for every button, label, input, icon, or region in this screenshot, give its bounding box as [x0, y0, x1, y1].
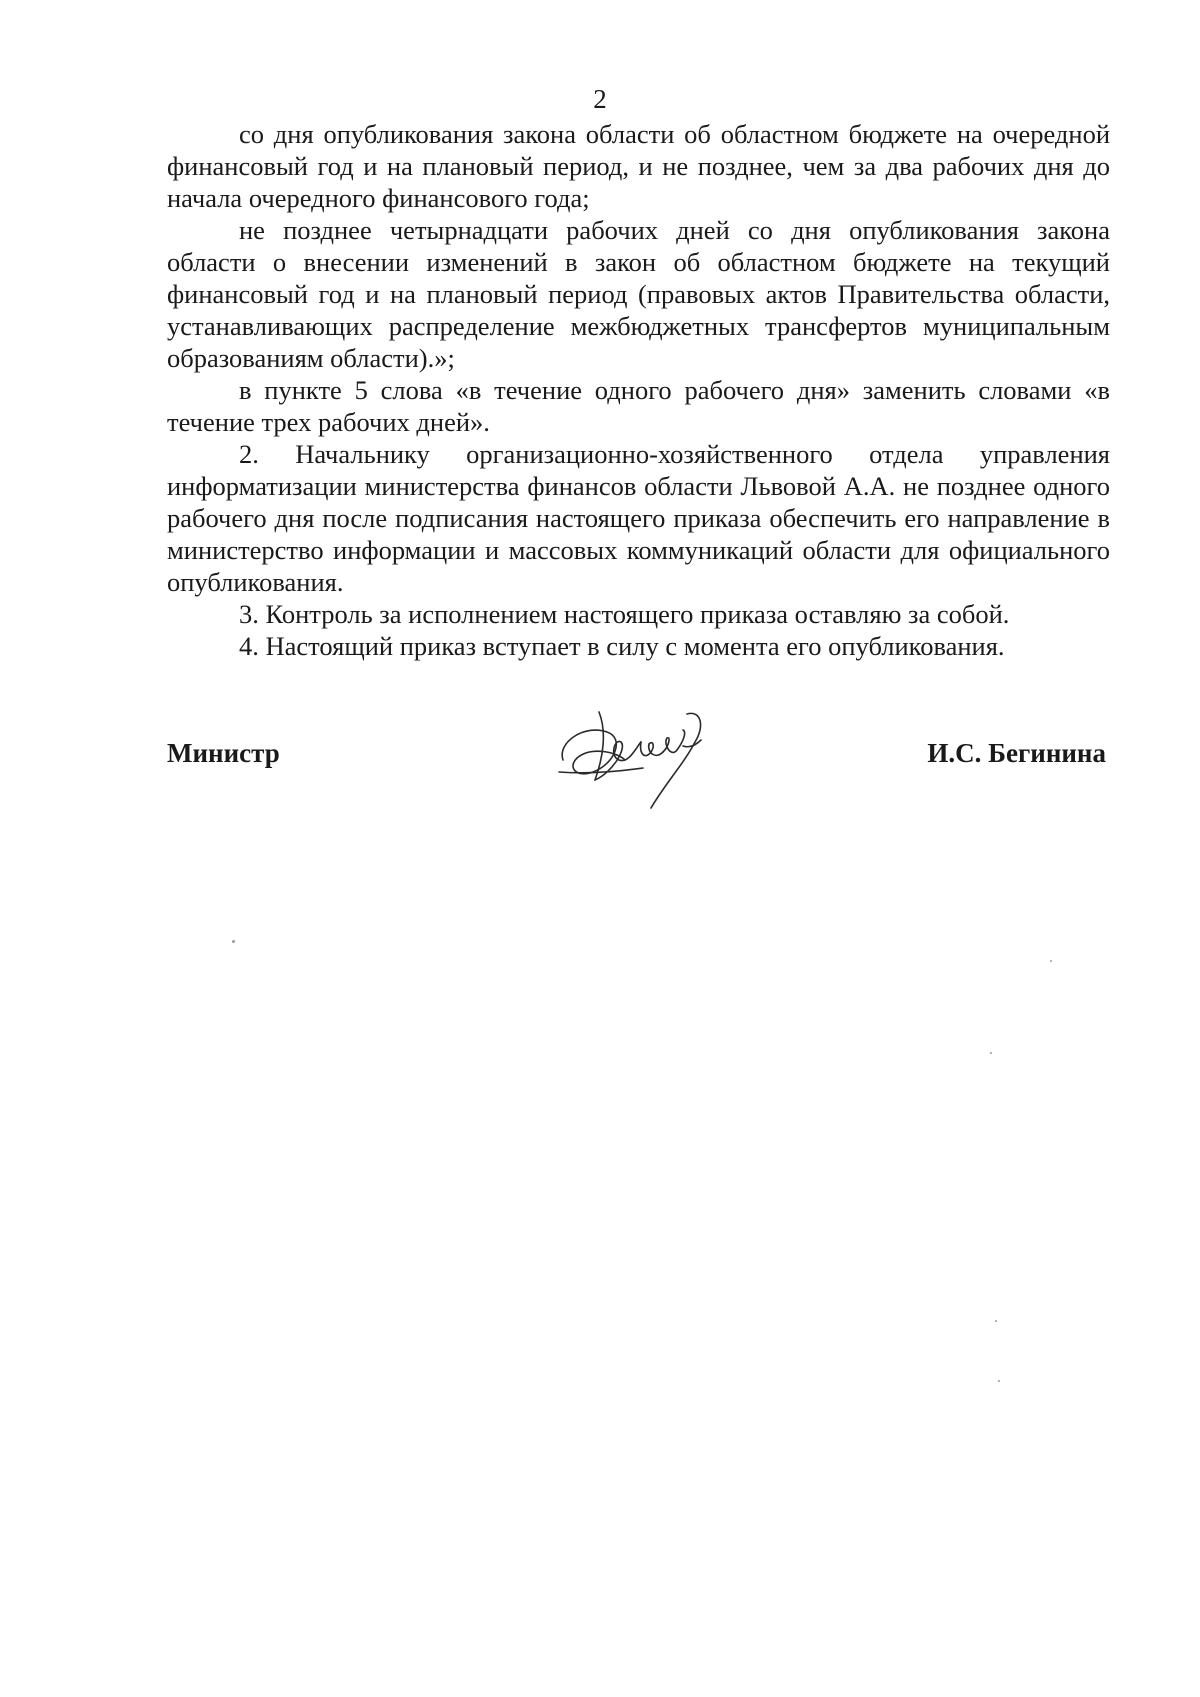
paragraph-item-3: 3. Контроль за исполнением настоящего приказа оставляю за собой. [239, 599, 1010, 629]
paragraph-amendments-deadline: не позднее четырнадцати рабочих дней со дня опубликования закона области о внесении изменений в закон об областном бюджете на текущий финансовый год и на плановый период (правовых актов Правительства области, устанавливающих распределение межбюджетных трансфертов муниципальным образованиям области).»; [167, 215, 1110, 373]
paragraph-item-2: 2. Начальнику организационно-хозяйственного отдела управления информатизации министерства финансов области Львовой А.А. не позднее одного рабочего дня после подписания настоящего приказа обеспечить его направление в министерство информации и массовых коммуникаций области для официального опубликования. [167, 439, 1110, 597]
scan-speck [232, 940, 235, 943]
scan-speck [998, 1380, 1000, 1382]
scan-speck [1050, 960, 1052, 962]
handwritten-signature [555, 702, 725, 817]
signatory-title: Министр [167, 738, 280, 768]
paragraph-publication-deadline: со дня опубликования закона области об областном бюджете на очередной финансовый год и на плановый период, и не позднее, чем за два рабочих дня до начала очередного финансового года; [167, 119, 1110, 213]
page-number: 2 [593, 84, 607, 114]
paragraph-item-4: 4. Настоящий приказ вступает в силу с момента его опубликования. [239, 631, 1005, 661]
document-body [167, 118, 1110, 662]
scan-speck [990, 1052, 992, 1054]
paragraph-point-5-change: в пункте 5 слова «в течение одного рабочего дня» заменить словами «в течение трех рабочих дней». [167, 375, 1110, 437]
signatory-name: И.С. Бегинина [927, 738, 1106, 768]
scan-speck [995, 1320, 997, 1322]
